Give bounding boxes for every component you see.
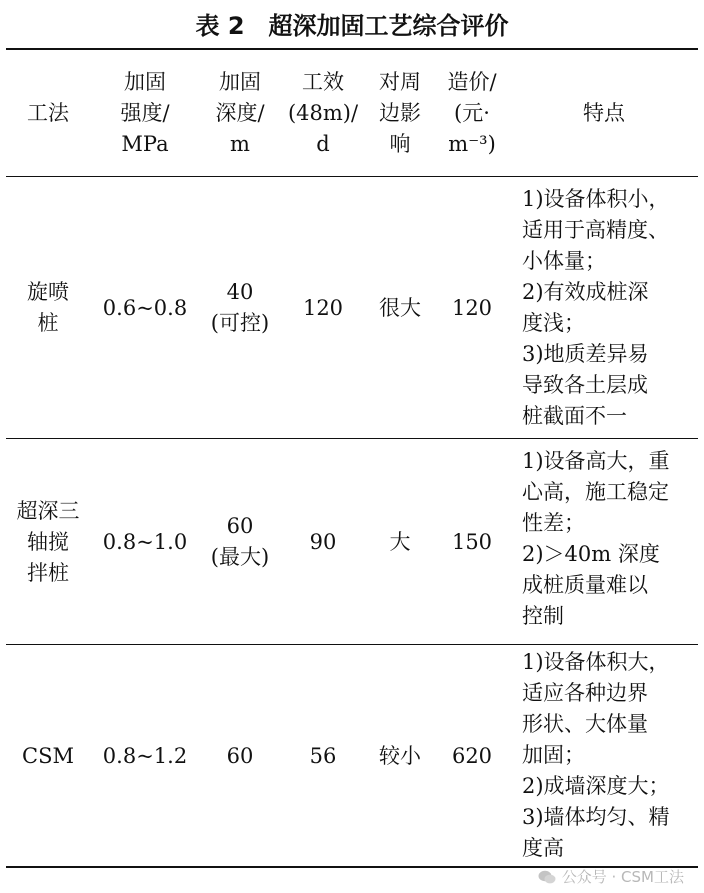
watermark-text: 公众号 · CSM工法 — [561, 868, 684, 886]
row3-feature-line: 形状、大体量 — [522, 712, 648, 736]
row3-method: CSM — [22, 743, 74, 768]
row3-cost: 620 — [451, 743, 493, 768]
row2-features — [522, 446, 688, 632]
row3-depth: 60 — [226, 743, 254, 768]
header-cost: 造价/ (元· m⁻³) — [447, 69, 497, 156]
row1-method: 旋喷 桩 — [27, 280, 69, 335]
row1-feature-line: 适用于高精度、 — [522, 218, 669, 242]
row2-feature-line: 2)＞40m 深度 — [522, 542, 660, 566]
row3-feature-line: 适应各种边界 — [522, 681, 648, 705]
row3-impact: 较小 — [379, 743, 421, 768]
row3-feature-line: 1)设备体积大， — [522, 650, 670, 674]
row2-depth: 60 (最大) — [210, 514, 270, 569]
row1-feature-line: 3)地质差异易 — [522, 342, 649, 366]
header-method: 工法 — [27, 100, 69, 125]
header-depth: 加固 深度/ m — [215, 69, 265, 156]
row1-feature-line: 2)有效成桩深 — [522, 280, 649, 304]
row2-efficiency: 90 — [309, 529, 337, 554]
header-efficiency: 工效 (48m)/ d — [287, 69, 359, 156]
row3-feature-line: 3)墙体均匀、精 — [522, 805, 670, 829]
row2-feature-line: 心高，施工稳定 — [522, 480, 669, 504]
row1-depth: 40 (可控) — [210, 280, 270, 335]
row2-feature-line: 性差； — [522, 511, 585, 535]
row-divider-1 — [6, 438, 698, 439]
row1-feature-line: 1)设备体积小， — [522, 187, 670, 211]
header-features: 特点 — [583, 100, 625, 125]
row1-feature-line: 度浅； — [522, 311, 585, 335]
row3-feature-line: 加固； — [522, 743, 585, 767]
row2-strength: 0.8~1.0 — [102, 529, 188, 554]
row1-feature-line: 小体量； — [522, 249, 606, 273]
row3-strength: 0.8~1.2 — [102, 743, 188, 768]
row2-cost: 150 — [451, 529, 493, 554]
row2-feature-line: 控制 — [522, 604, 564, 628]
row2-method: 超深三 轴搅 拌桩 — [16, 498, 80, 585]
row2-impact: 大 — [389, 529, 411, 554]
row3-feature-line: 度高 — [522, 836, 564, 860]
header-rule — [6, 176, 698, 177]
watermark — [538, 866, 684, 887]
row1-cost: 120 — [451, 295, 493, 320]
row3-features — [522, 647, 688, 864]
header-impact: 对周 边影 响 — [379, 69, 421, 156]
row3-feature-line: 2)成墙深度大； — [522, 774, 670, 798]
table-title: 表 2 超深加固工艺综合评价 — [195, 12, 509, 40]
row2-feature-line: 1)设备高大，重 — [522, 449, 670, 473]
row3-efficiency: 56 — [309, 743, 337, 768]
row1-feature-line: 导致各土层成 — [522, 373, 648, 397]
row1-impact: 很大 — [379, 295, 421, 320]
row1-features — [522, 184, 688, 432]
header-strength: 加固 强度/ MPa — [120, 69, 170, 156]
row1-feature-line: 桩截面不一 — [522, 404, 627, 428]
row1-strength: 0.6~0.8 — [102, 295, 188, 320]
wechat-icon — [538, 870, 556, 884]
row1-efficiency: 120 — [302, 295, 344, 320]
row-divider-2 — [6, 644, 698, 645]
row2-feature-line: 成桩质量难以 — [522, 573, 648, 597]
